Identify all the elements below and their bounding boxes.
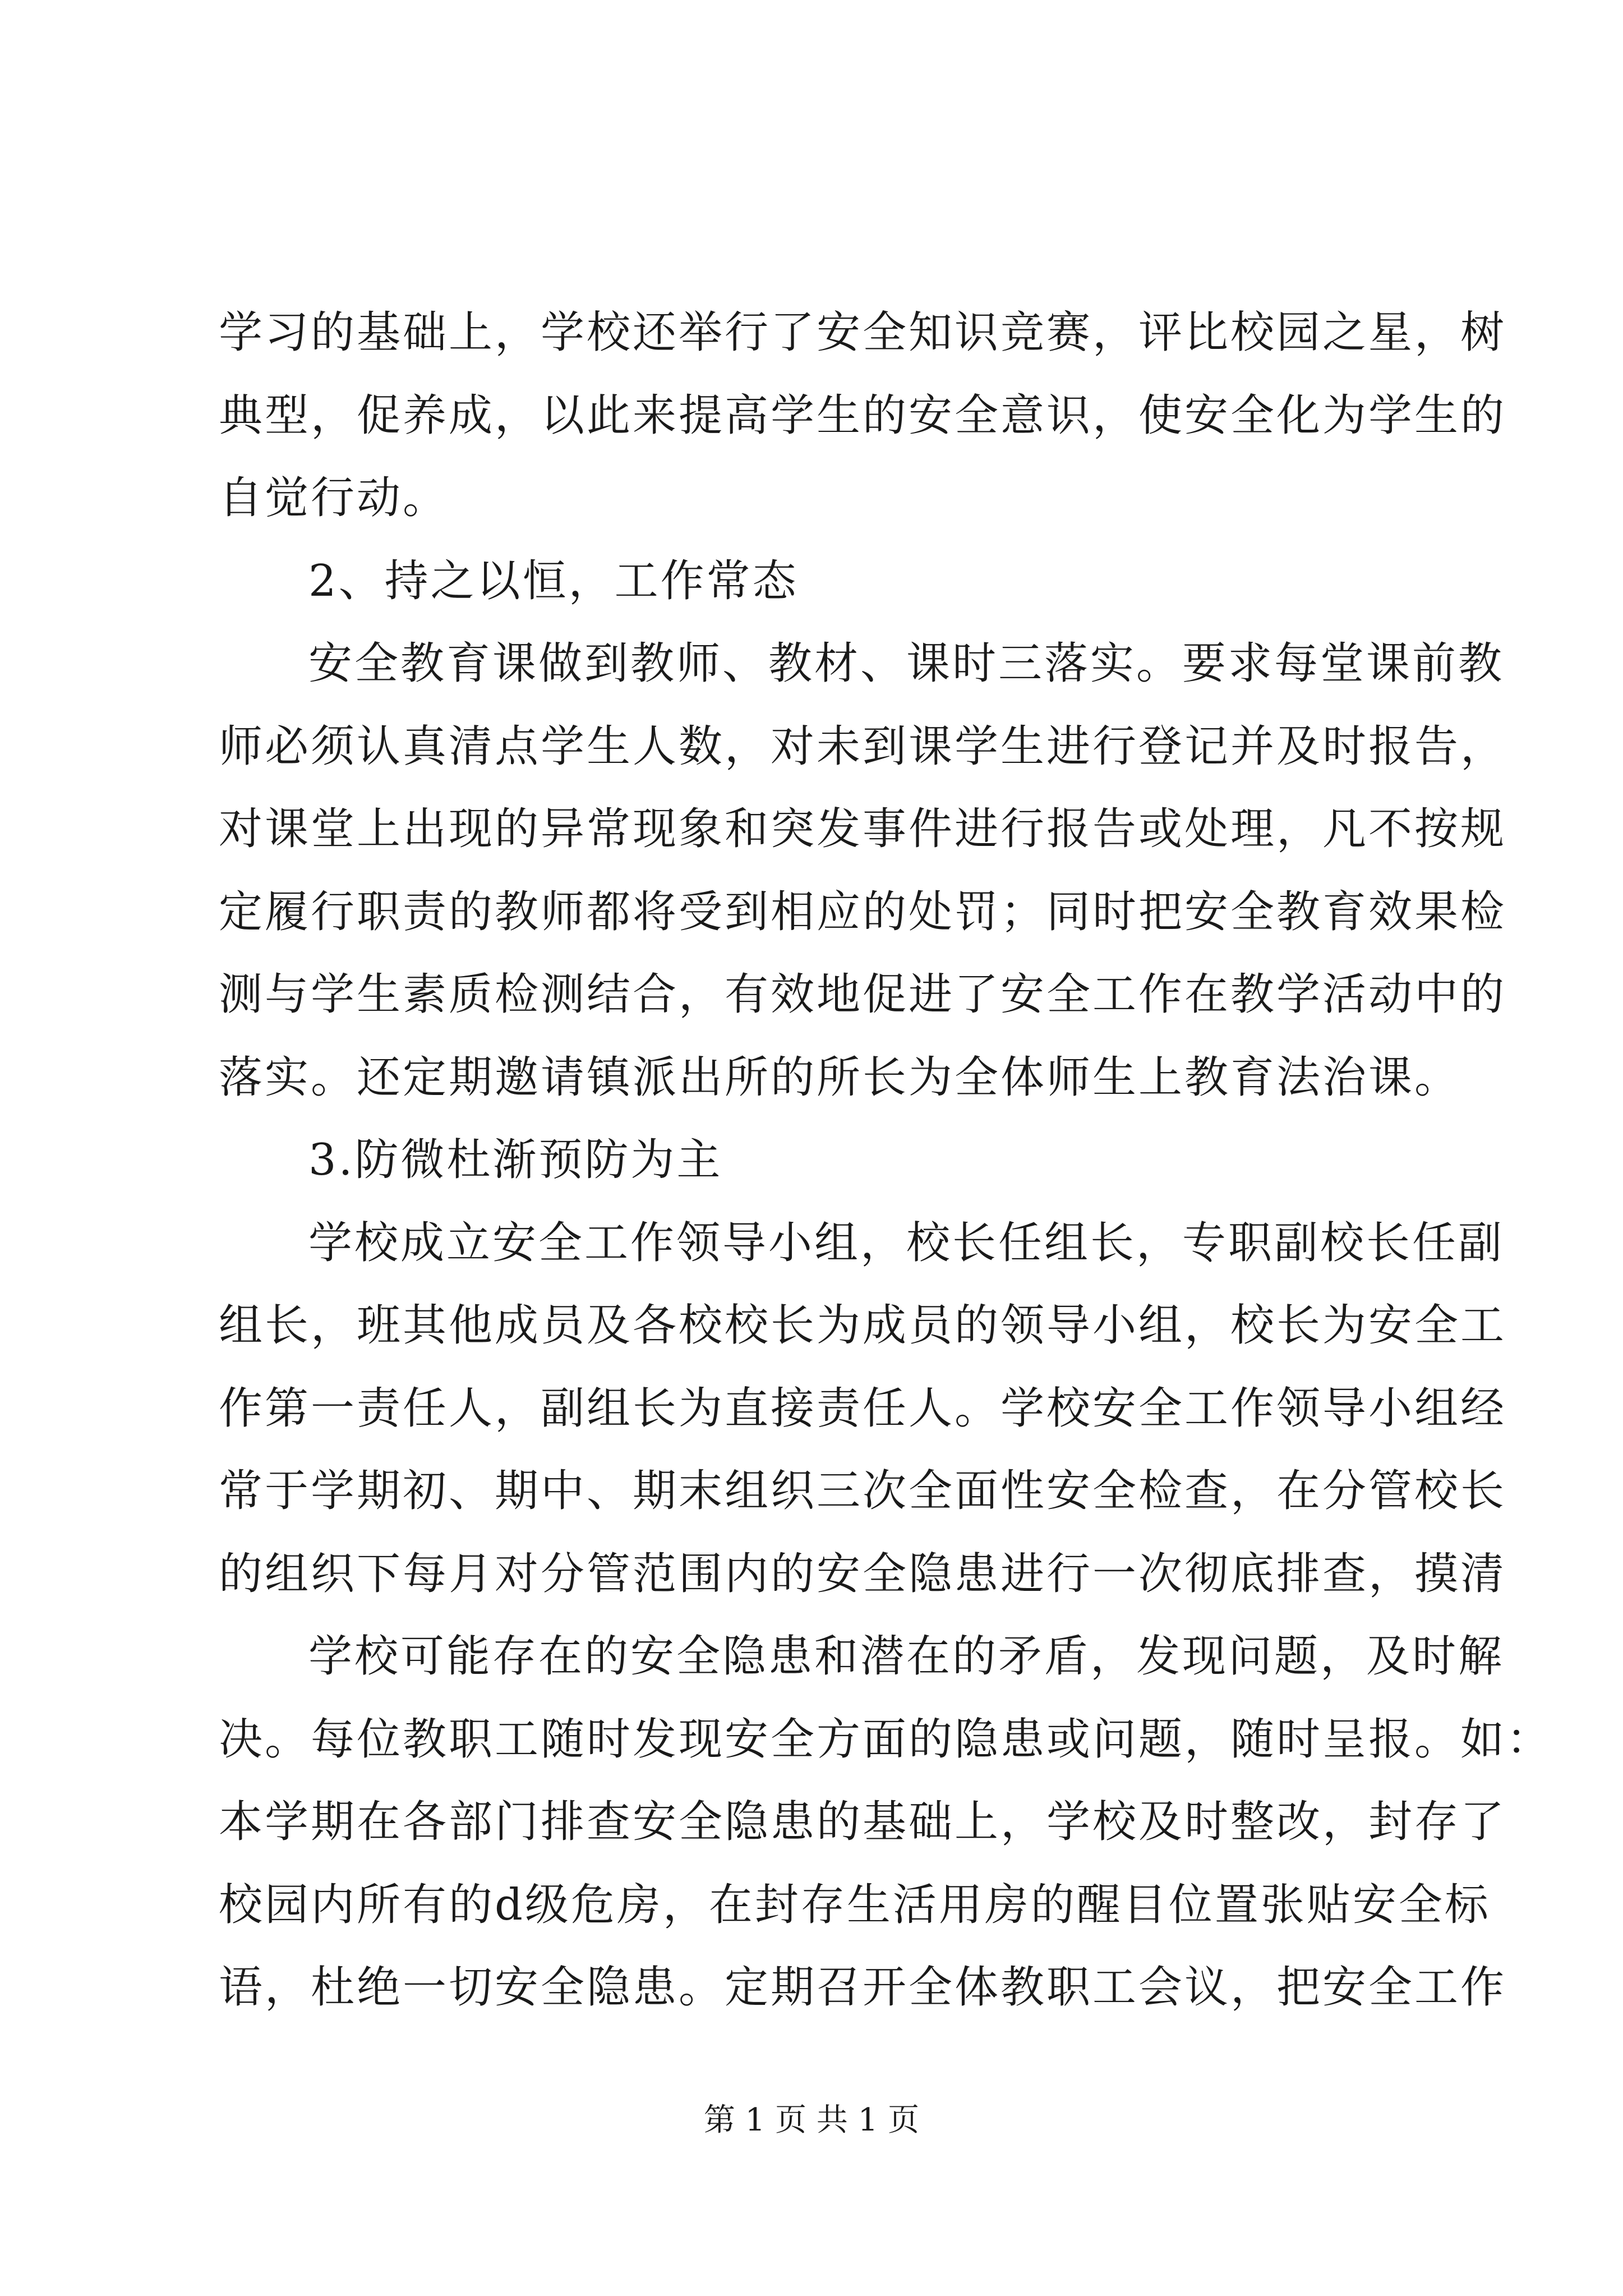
text-line: 典型，促养成，以此来提高学生的安全意识，使安全化为学生的: [219, 390, 1507, 441]
document-body: [219, 292, 1553, 2030]
text-line: 测与学生素质检测结合，有效地促进了安全工作在教学活动中的: [219, 969, 1507, 1020]
text-line: 落实。还定期邀请镇派出所的所长为全体师生上教育法治课。: [219, 1052, 1461, 1103]
text-line: 学习的基础上，学校还举行了安全知识竞赛，评比校园之星，树: [219, 307, 1507, 358]
text-line: 本学期在各部门排查安全隐患的基础上，学校及时整改，封存了: [219, 1797, 1507, 1847]
text-line: 的组织下每月对分管范围内的安全隐患进行一次彻底排查，摸清: [219, 1548, 1507, 1599]
text-line: 组长，班其他成员及各校校长为成员的领导小组，校长为安全工: [219, 1300, 1507, 1351]
text-line: 安全教育课做到教师、教材、课时三落实。要求每堂课前教: [308, 638, 1505, 689]
text-line: 作第一责任人，副组长为直接责任人。学校安全工作领导小组经: [219, 1383, 1507, 1434]
text-line: 师必须认真清点学生人数，对未到课学生进行登记并及时报告，: [219, 721, 1507, 772]
text-line: 常于学期初、期中、期末组织三次全面性安全检查，在分管校长: [219, 1466, 1507, 1516]
page-footer: 第 1 页 共 1 页: [703, 2102, 920, 2138]
text-line: 决。每位教职工随时发现安全方面的隐患或问题，随时呈报。如：: [219, 1714, 1553, 1765]
text-line: 自觉行动。: [219, 473, 449, 523]
text-line: 3.防微杜渐预防为主: [308, 1135, 723, 1185]
text-line: 语，杜绝一切安全隐患。定期召开全体教职工会议，把安全工作: [219, 1962, 1507, 2013]
text-line: 学校成立安全工作领导小组，校长任组长，专职副校长任副: [308, 1217, 1505, 1268]
text-line: 2、持之以恒，工作常态: [308, 555, 799, 606]
text-line: 校园内所有的d级危房，在封存生活用房的醒目位置张贴安全标: [219, 1879, 1491, 1930]
text-line: 学校可能存在的安全隐患和潜在的矛盾，发现问题，及时解: [308, 1631, 1505, 1682]
text-line: 对课堂上出现的异常现象和突发事件进行报告或处理，凡不按规: [219, 804, 1507, 854]
text-line: 定履行职责的教师都将受到相应的处罚；同时把安全教育效果检: [219, 886, 1507, 937]
